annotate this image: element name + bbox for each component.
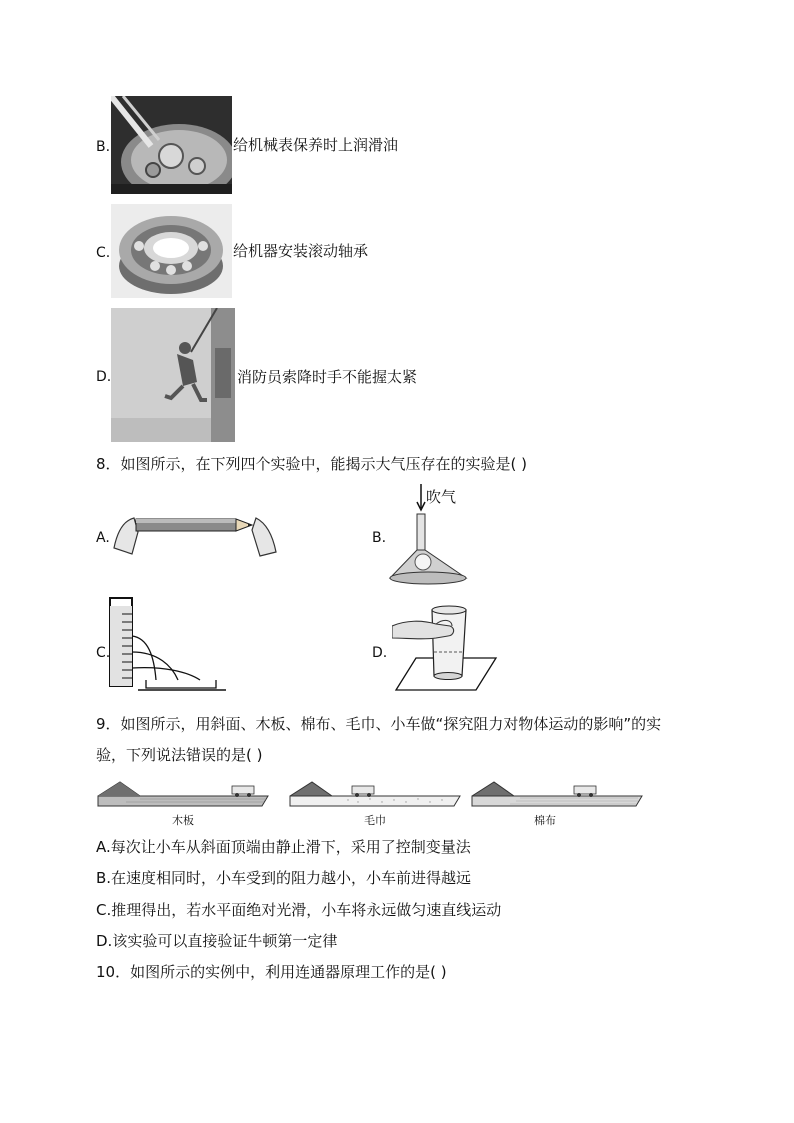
q9-option-a: A.每次让小车从斜面顶端由静止滑下，采用了控制变量法 xyxy=(96,838,471,856)
q8-stem: 8．如图所示，在下列四个实验中，能揭示大气压存在的实验是( ) xyxy=(96,455,528,473)
surface-label-cotton: 棉布 xyxy=(534,814,556,827)
q8-option-b-letter: B. xyxy=(372,530,387,546)
q7-option-b-letter: B. xyxy=(96,139,111,155)
surface-label-wood: 木板 xyxy=(172,814,194,827)
pencil-pressed-by-fingers xyxy=(112,508,278,558)
surface-label-towel: 毛巾 xyxy=(364,814,386,827)
q9-option-b: B.在速度相同时，小车受到的阻力越小，小车前进得越远 xyxy=(96,869,472,887)
watch-oiling-photo xyxy=(111,96,232,194)
q7-option-b-text: 给机械表保养时上润滑油 xyxy=(233,136,399,154)
surface-diagram-towel xyxy=(288,774,462,810)
q7-option-c-text: 给机器安装滚动轴承 xyxy=(233,242,369,260)
q9-stem-line1: 9．如图所示，用斜面、木板、棉布、毛巾、小车做“探究阻力对物体运动的影响”的实 xyxy=(96,715,662,733)
q9-stem-line2: 验，下列说法错误的是( ) xyxy=(96,746,263,764)
water-jets-from-container xyxy=(108,596,228,692)
surface-diagram-wood xyxy=(96,774,270,810)
surface-diagram-cotton xyxy=(470,774,644,810)
q8-option-a-letter: A. xyxy=(96,530,110,546)
q10-stem: 10．如图所示的实例中，利用连通器原理工作的是( ) xyxy=(96,963,447,981)
q8-option-c-letter: C. xyxy=(96,645,111,661)
firefighter-rappel-photo xyxy=(111,308,235,442)
q9-option-d: D.该实验可以直接验证牛顿第一定律 xyxy=(96,932,338,950)
q7-option-d-text: 消防员索降时手不能握太紧 xyxy=(237,368,418,386)
q7-option-c-letter: C. xyxy=(96,245,111,261)
q7-option-d-letter: D. xyxy=(96,369,112,385)
ball-bearing-photo xyxy=(111,204,232,298)
q8-option-b-label: 吹气 xyxy=(426,488,457,506)
q9-option-c: C.推理得出，若水平面绝对光滑，小车将永远做匀速直线运动 xyxy=(96,901,502,919)
q8-option-d-letter: D. xyxy=(372,645,388,661)
inverted-cup-paper xyxy=(392,604,500,694)
